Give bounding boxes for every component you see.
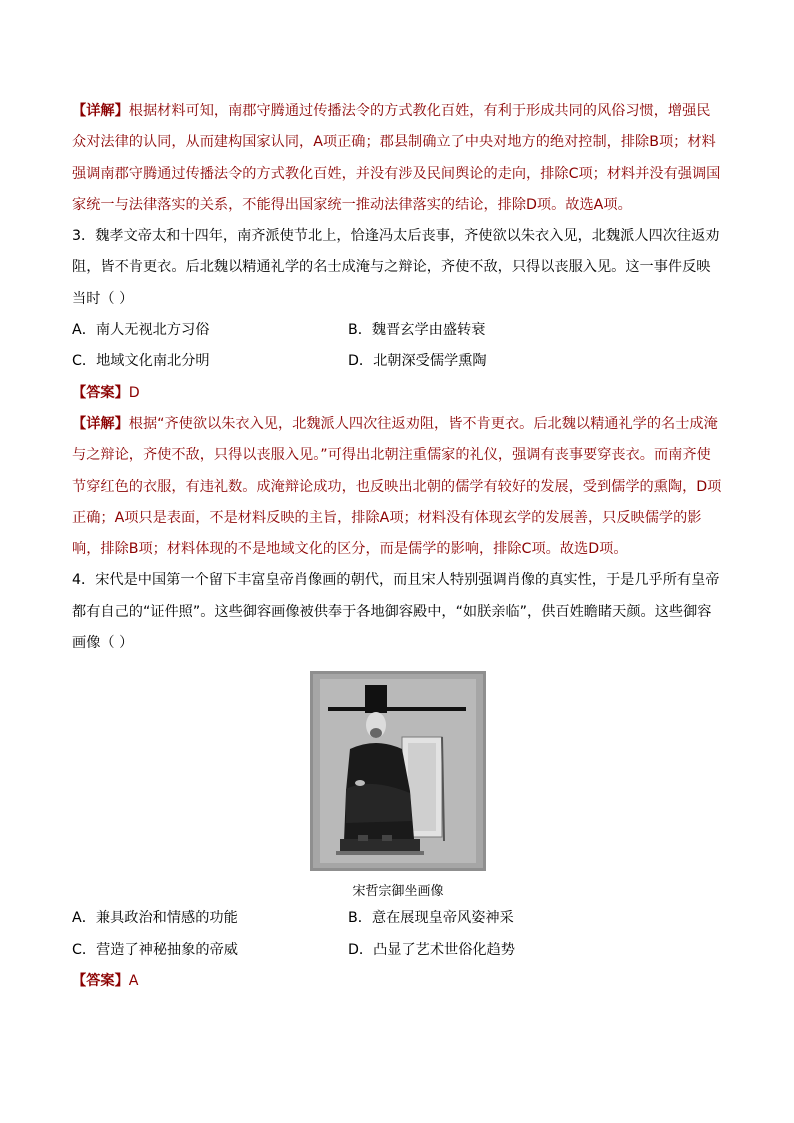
q4-options: [72, 903, 724, 966]
q3-answer-value: D: [128, 384, 140, 401]
q4-figure-caption: 宋哲宗御坐画像: [352, 884, 444, 900]
q3-answer: [72, 378, 724, 409]
q4-option-d: D．凸显了艺术世俗化趋势: [348, 941, 515, 958]
q3-options: [72, 315, 724, 378]
emperor-portrait-image: [310, 671, 486, 871]
q4-answer-value: A: [128, 972, 139, 989]
q3-answer-tag: 【答案】: [72, 384, 129, 401]
q3-option-c: C．地域文化南北分明: [72, 353, 210, 370]
q3-stem: 3．魏孝文帝太和十四年，南齐派使节北上，恰逢冯太后丧事，齐使欲以朱衣入见，北魏派人四次往返劝阻，皆不肯更衣。后北魏以精通礼学的名士成淹与之辩论，齐使不敌，只得以丧服入见。这一事件反映当时（ ）: [72, 228, 720, 307]
q3-option-d: D．北朝深受儒学熏陶: [348, 353, 487, 370]
q4-answer: [72, 966, 724, 997]
q2-detail-tag: 【详解】: [72, 103, 129, 119]
q4-option-c: C．营造了神秘抽象的帝威: [72, 941, 238, 958]
q4-option-a: A．兼具政治和情感的功能: [72, 910, 238, 927]
q3-option-a: A．南人无视北方习俗: [72, 322, 210, 339]
q4-option-b: B．意在展现皇帝风姿神采: [348, 910, 514, 927]
q3-detail-tag: 【详解】: [72, 415, 129, 432]
q3-detail: [72, 409, 724, 565]
q4-answer-tag: 【答案】: [72, 972, 129, 989]
q3-detail-text: 根据“齐使欲以朱衣入见，北魏派人四次往返劝阻，皆不肯更衣。后北魏以精通礼学的名士成淹与之辩论，齐使不敌，只得以丧服入见。”可得出北朝注重儒家的礼仪，强调有丧事要穿丧衣。而南齐使节穿红色的衣服，有违礼数。成淹辩论成功，也反映出北朝的儒学有较好的发展，受到儒学的熏陶，D项正确；A项只是表面，不是材料反映的主旨，排除A项；材料没有体现玄学的发展善，只反映儒学的影响，排除B项；材料体现的不是地域文化的区分，而是儒学的影响，排除C项。故选D项。: [72, 415, 722, 558]
q4-stem: 4．宋代是中国第一个留下丰富皇帝肖像画的朝代，而且宋人特别强调肖像的真实性，于是几乎所有皇帝都有自己的“证件照”。这些御容画像被供奉于各地御容殿中，“如朕亲临”，供百姓瞻睹天颜。这些御容画像（ ）: [72, 572, 720, 652]
q3-option-b: B．魏晋玄学由盛转衰: [348, 322, 486, 339]
q2-detail-text: 根据材料可知，南郡守腾通过传播法令的方式教化百姓，有利于形成共同的风俗习惯，增强民众对法律的认同，从而建构国家认同，A项正确；郡县制确立了中央对地方的绝对控制，排除B项；材料强调南郡守腾通过传播法令的方式教化百姓，并没有涉及民间舆论的走向，排除C项；材料并没有强调国家统一与法律落实的关系，不能得出国家统一推动法律落实的结论，排除D项。故选A项。: [72, 103, 721, 213]
document-page: [72, 96, 724, 997]
q2-detail: [72, 96, 724, 221]
q4-figure: [72, 671, 724, 903]
